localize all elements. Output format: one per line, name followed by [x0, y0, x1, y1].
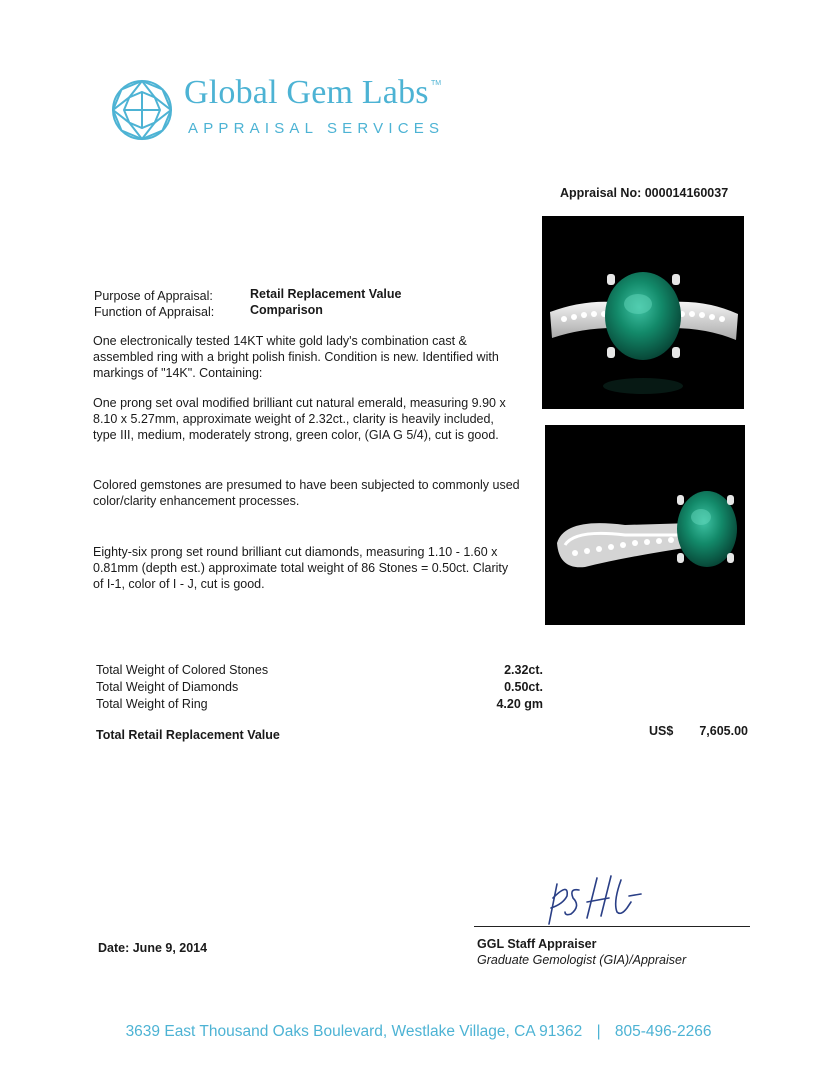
total-value-currency: US$: [649, 724, 674, 738]
signature-line: [474, 926, 750, 927]
logo-title: Global Gem Labs: [184, 74, 429, 111]
total-colored-stones-label: Total Weight of Colored Stones: [96, 663, 269, 677]
appraiser-signature: [535, 868, 655, 928]
footer-separator: |: [596, 1023, 601, 1040]
footer-contact: [0, 1023, 837, 1041]
appraiser-title: GGL Staff Appraiser: [477, 937, 597, 951]
appraisal-number: Appraisal No: 000014160037: [560, 186, 729, 200]
total-colored-stones-value: 2.32ct.: [504, 663, 543, 677]
function-value: Comparison: [250, 303, 323, 317]
appraisal-date: Date: June 9, 2014: [98, 941, 208, 955]
footer-phone: 805-496-2266: [614, 1023, 712, 1040]
ring-photo-side: [545, 425, 745, 625]
total-ring-weight-label: Total Weight of Ring: [96, 697, 208, 711]
footer-address: 3639 East Thousand Oaks Boulevard, Westlake Village, CA 91362: [125, 1023, 583, 1040]
purpose-label: Purpose of Appraisal:: [94, 289, 213, 303]
total-value-amount: 7,605.00: [699, 724, 748, 738]
description-emerald: One prong set oval modified brilliant cut natural emerald, measuring 9.90 x 8.10 x 5.27mm, approximate weight of 2.32ct., clarity is heavily included, type III, medium, moderately strong, green color, (GIA G 5/4), cut is good.: [93, 396, 506, 442]
logo-gem-icon: [110, 78, 174, 142]
total-value-label: Total Retail Replacement Value: [96, 728, 280, 742]
logo-subtitle: APPRAISAL SERVICES: [188, 120, 445, 137]
description-diamonds: Eighty-six prong set round brilliant cut diamonds, measuring 1.10 - 1.60 x 0.81mm (depth est.) approximate total weight of 86 Stones = 0.50ct. Clarity of I-1, color of I - J, cut is good.: [93, 545, 509, 591]
total-diamonds-label: Total Weight of Diamonds: [96, 680, 239, 694]
logo-trademark: TM: [431, 80, 442, 87]
description-ring: One electronically tested 14KT white gold lady's combination cast & assembled ring with a bright polish finish. Condition is new. Identified with markings of "14K". Containing:: [93, 334, 499, 380]
total-diamonds-value: 0.50ct.: [504, 680, 543, 694]
appraiser-credential: Graduate Gemologist (GIA)/Appraiser: [477, 953, 687, 967]
ring-photo-top: [542, 216, 744, 409]
total-ring-weight-value: 4.20 gm: [496, 697, 543, 711]
description-enhancement: Colored gemstones are presumed to have been subjected to commonly used color/clarity enhancement processes.: [93, 478, 520, 508]
purpose-value: Retail Replacement Value: [250, 287, 402, 301]
function-label: Function of Appraisal:: [94, 305, 215, 319]
